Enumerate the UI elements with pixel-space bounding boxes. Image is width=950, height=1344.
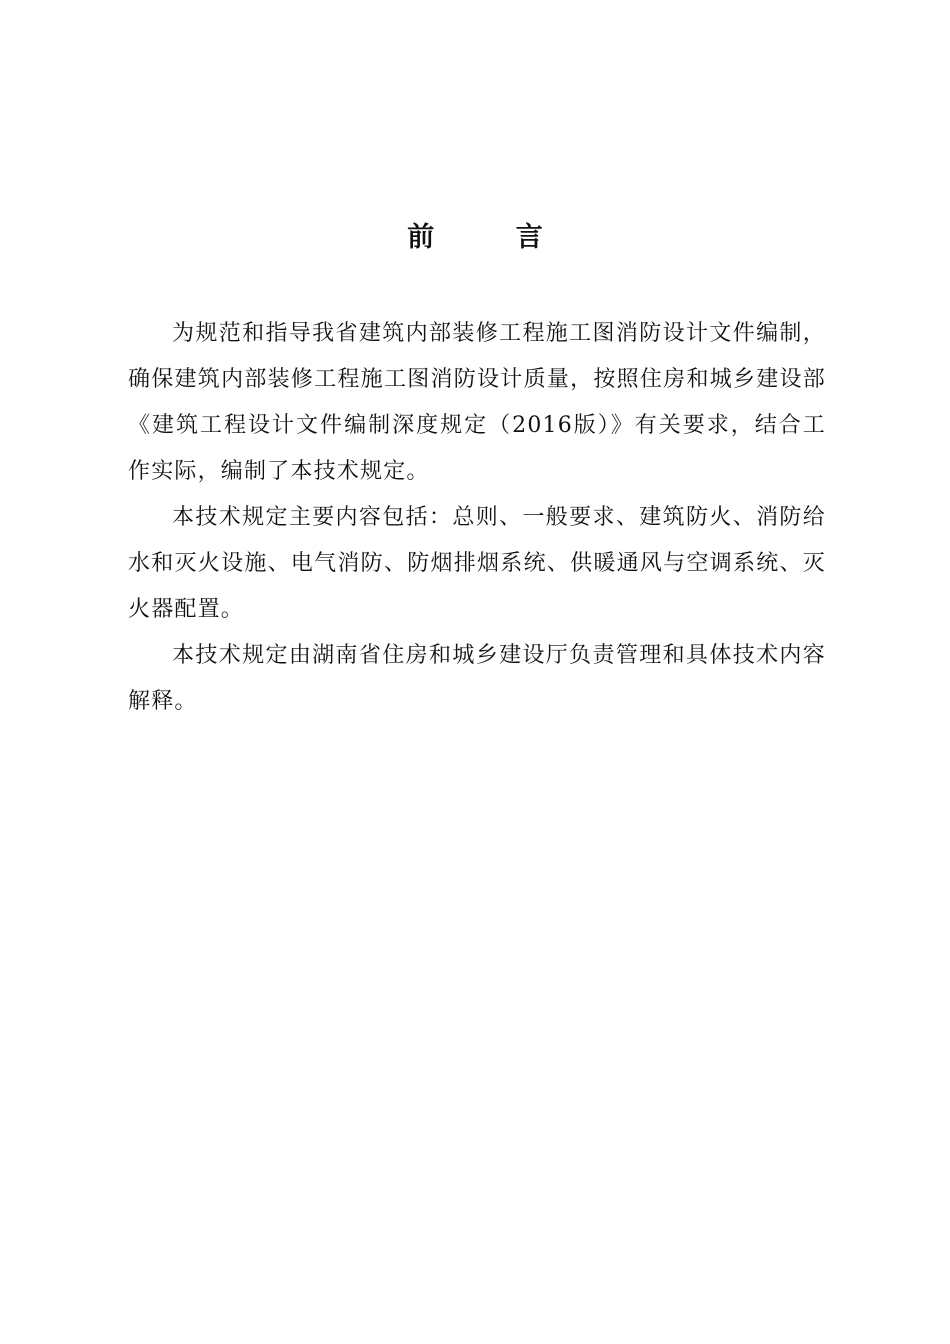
preface-body [128, 311, 826, 725]
paragraph-purpose: 为规范和指导我省建筑内部装修工程施工图消防设计文件编制，确保建筑内部装修工程施工图消防设计质量，按照住房和城乡建设部《建筑工程设计文件编制深度规定（2016版）》有关要求，结合工作实际，编制了本技术规定。 [128, 321, 826, 484]
paragraph-contents: 本技术规定主要内容包括：总则、一般要求、建筑防火、消防给水和灭火设施、电气消防、防烟排烟系统、供暖通风与空调系统、灭火器配置。 [128, 505, 826, 622]
page-title: 前 言 [407, 222, 579, 253]
paragraph-management: 本技术规定由湖南省住房和城乡建设厅负责管理和具体技术内容解释。 [128, 643, 826, 714]
